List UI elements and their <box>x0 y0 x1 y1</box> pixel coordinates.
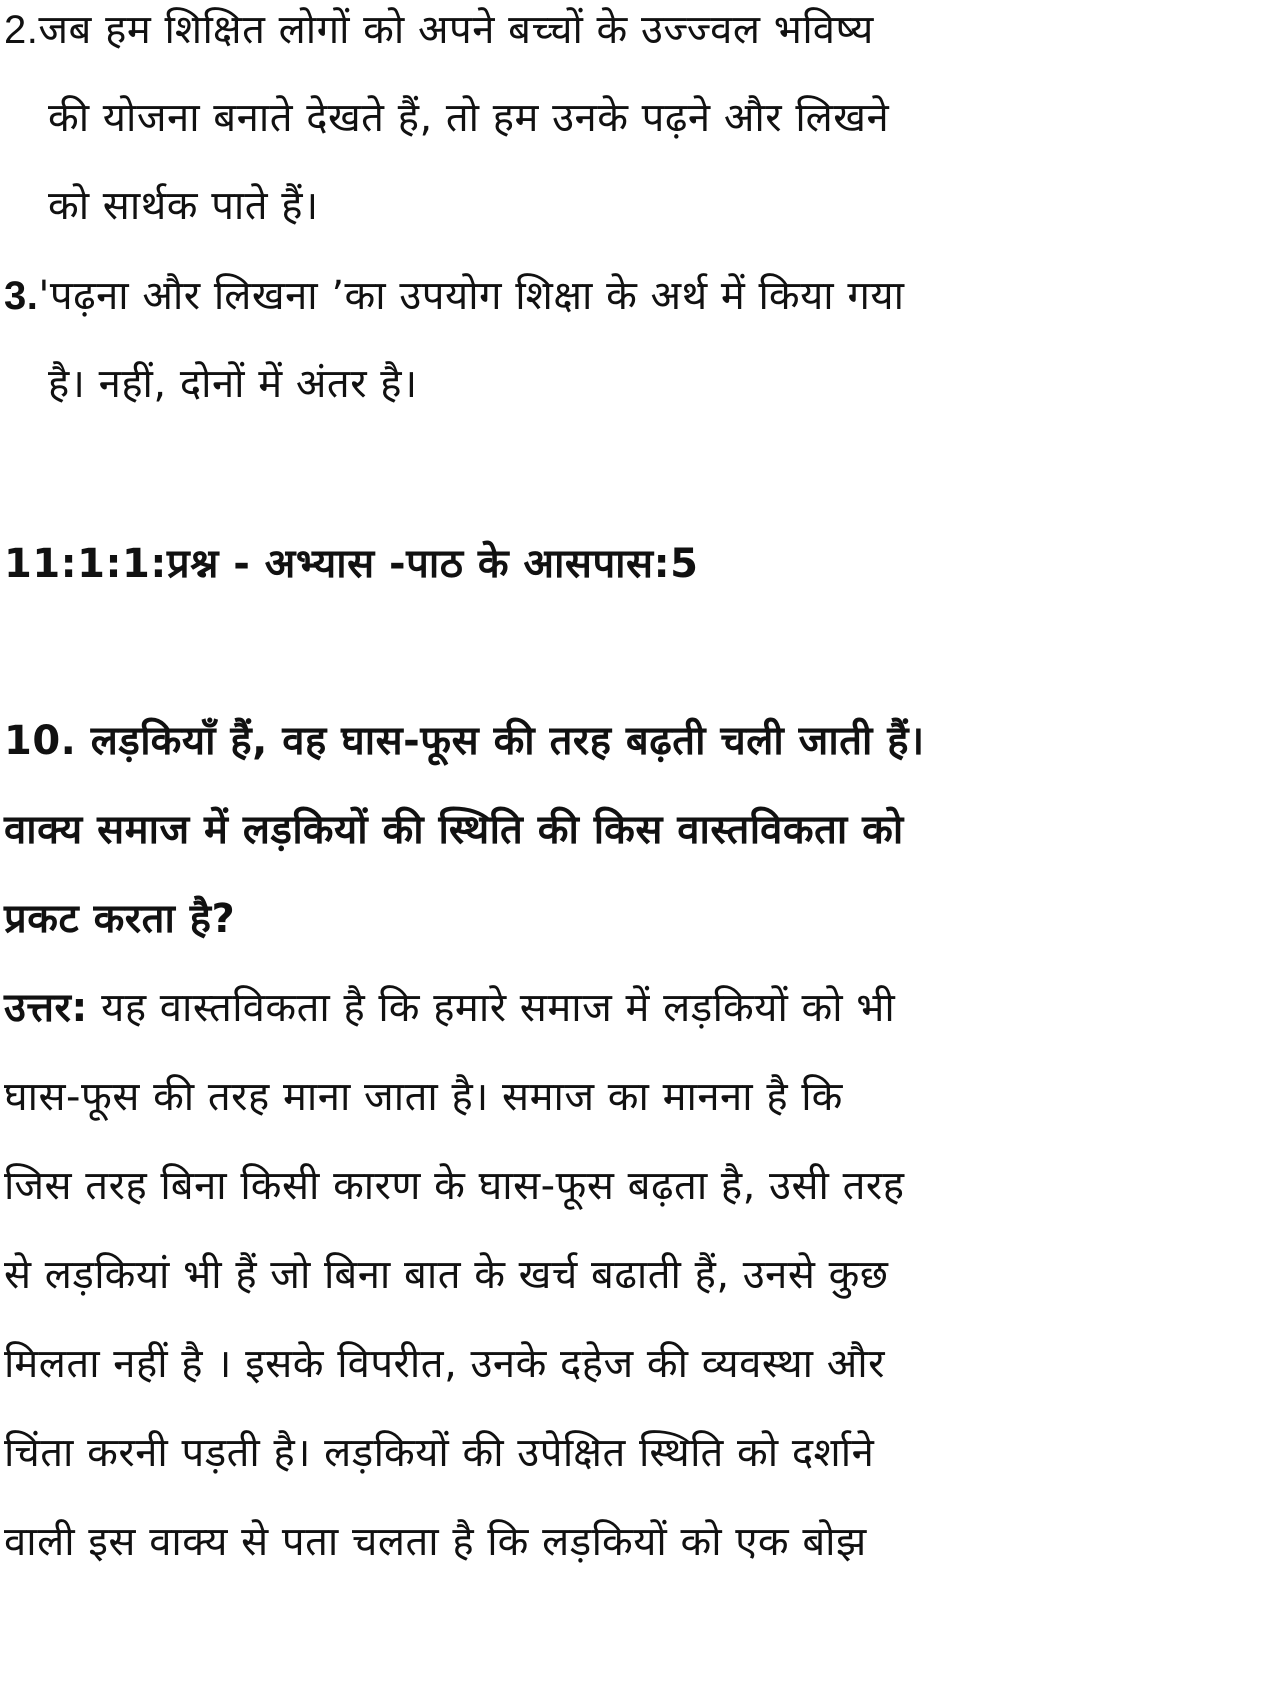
item-2-line-2: की योजना बनाते देखते हैं, तो हम उनके पढ़ने और लिखने <box>48 95 890 141</box>
section-heading: 11:1:1:प्रश्न - अभ्यास -पाठ के आसपास:5 <box>4 541 699 587</box>
answer-line-1 <box>4 984 895 1032</box>
answer-label: उत्तर: <box>4 985 88 1031</box>
answer-line-6: चिंता करनी पड़ती है। लड़कियों की उपेक्षित स्थिति को दर्शाने <box>4 1430 875 1476</box>
question-10-line-3: प्रकट करता है? <box>4 896 236 942</box>
item-3-line-1 <box>4 272 904 320</box>
answer-text-1: यह वास्तविकता है कि हमारे समाज में लड़कियों को भी <box>87 985 896 1031</box>
item-2-line-3: को सार्थक पाते हैं। <box>48 183 319 229</box>
item-2-text-1: जब हम शिक्षित लोगों को अपने बच्चों के उज्ज्वल भविष्य <box>38 7 874 53</box>
question-10-line-1: 10. लड़कियाँ हैं, वह घास-फूस की तरह बढ़ती चली जाती हैं। <box>4 718 925 764</box>
answer-line-5: मिलता नहीं है । इसके विपरीत, उनके दहेज की व्यवस्था और <box>4 1341 886 1387</box>
item-3-text-1: 'पढ़ना और लिखना ’का उपयोग शिक्षा के अर्थ में किया गया <box>38 273 905 319</box>
item-3-line-2: है। नहीं, दोनों में अंतर है। <box>48 361 418 407</box>
item-2-number: 2. <box>4 8 39 52</box>
answer-line-2: घास-फूस की तरह माना जाता है। समाज का मानना है कि <box>4 1074 843 1120</box>
answer-line-3: जिस तरह बिना किसी कारण के घास-फूस बढ़ता है, उसी तरह <box>4 1163 905 1209</box>
question-10-line-2: वाक्य समाज में लड़कियों की स्थिति की किस वास्तविकता को <box>4 807 904 853</box>
item-2-line-1 <box>4 6 874 54</box>
item-3-number: 3. <box>4 274 39 318</box>
answer-line-7: वाली इस वाक्य से पता चलता है कि लड़कियों को एक बोझ <box>4 1519 867 1565</box>
answer-line-4: से लड़कियां भी हैं जो बिना बात के खर्च बढाती हैं, उनसे कुछ <box>4 1252 889 1298</box>
